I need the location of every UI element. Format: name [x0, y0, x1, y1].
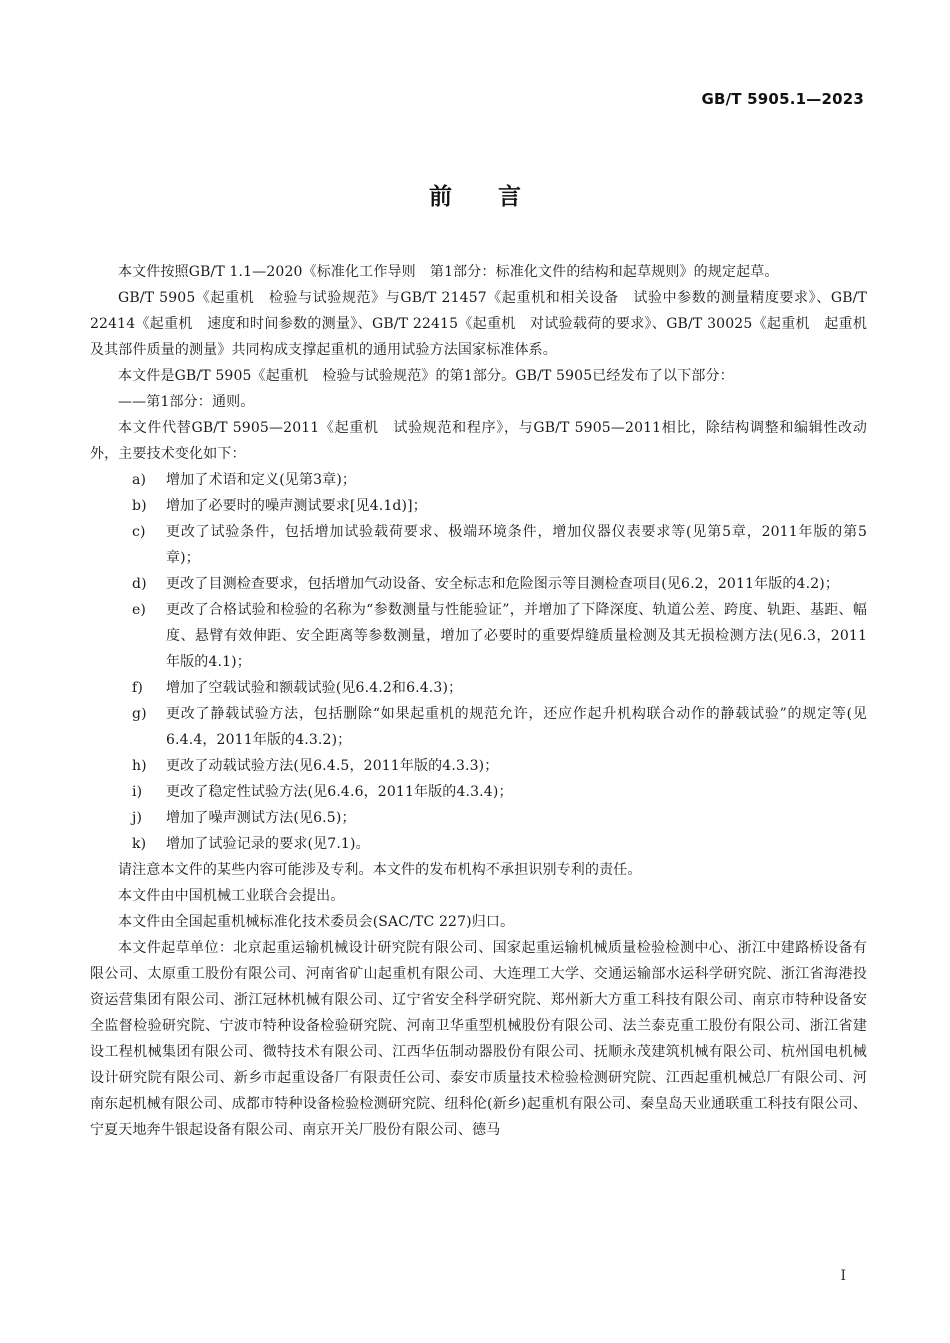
- list-marker: c): [132, 524, 146, 540]
- list-marker: k): [132, 836, 147, 852]
- list-item: [90, 467, 867, 493]
- paragraph-standard-system: GB/T 5905《起重机 检验与试验规范》与GB/T 21457《起重机和相关设备 试验中参数的测量精度要求》、GB/T 22414《起重机 速度和时间参数的测量》、GB/T 22415《起重机 对试验载荷的要求》、GB/T 30025《起重机 起重机及其部件质量的测量》共同构成支撑起重机的通用试验方法国家标准体系。: [90, 290, 867, 358]
- standard-code: GB/T 5905.1—2023: [701, 90, 864, 108]
- paragraph-committee: 本文件由全国起重机械标准化技术委员会(SAC/TC 227)归口。: [118, 914, 515, 930]
- paragraph-part-list: ——第1部分：通则。: [118, 394, 255, 410]
- list-marker: g): [132, 706, 147, 722]
- page-number: I: [840, 1268, 846, 1284]
- list-marker: b): [132, 498, 147, 514]
- list-item: [90, 753, 867, 779]
- list-text: 更改了动载试验方法(见6.4.5，2011年版的4.3.3)；: [166, 758, 499, 774]
- list-text: 增加了空载试验和额载试验(见6.4.2和6.4.3)；: [166, 680, 463, 696]
- page-title: 前言: [429, 184, 567, 210]
- list-text: 增加了必要时的噪声测试要求[见4.1d)]；: [166, 498, 427, 514]
- list-text: 更改了合格试验和检验的名称为“参数测量与性能验证”，并增加了下降深度、轨道公差、跨度、轨距、基距、幅度、悬臂有效伸距、安全距离等参数测量，增加了必要时的重要焊缝质量检测及其无损检测方法(见6.3，2011年版的4.1)；: [166, 602, 867, 670]
- list-text: 增加了噪声测试方法(见6.5)；: [166, 810, 356, 826]
- body-text: [90, 259, 867, 1143]
- list-marker: h): [132, 758, 147, 774]
- paragraph-part-info: 本文件是GB/T 5905《起重机 检验与试验规范》的第1部分。GB/T 5905已经发布了以下部分：: [118, 368, 734, 384]
- paragraph-patent-notice: 请注意本文件的某些内容可能涉及专利。本文件的发布机构不承担识别专利的责任。: [118, 862, 642, 878]
- list-text: 更改了试验条件，包括增加试验载荷要求、极端环境条件，增加仪器仪表要求等(见第5章，2011年版的第5章)；: [166, 524, 867, 566]
- paragraph-proposer: 本文件由中国机械工业联合会提出。: [118, 888, 345, 904]
- list-item: [90, 571, 867, 597]
- list-item: [90, 779, 867, 805]
- list-item: [90, 675, 867, 701]
- list-text: 更改了目测检查要求，包括增加气动设备、安全标志和危险图示等目测检查项目(见6.2，2011年版的4.2)；: [166, 576, 840, 592]
- list-marker: i): [132, 784, 143, 800]
- list-text: 增加了试验记录的要求(见7.1)。: [166, 836, 370, 852]
- list-item: [90, 493, 867, 519]
- list-marker: d): [132, 576, 147, 592]
- list-text: 更改了稳定性试验方法(见6.4.6，2011年版的4.3.4)；: [166, 784, 513, 800]
- list-marker: f): [132, 680, 143, 696]
- list-item: [90, 597, 867, 675]
- list-item: [90, 519, 867, 571]
- paragraph-drafting-units: 本文件起草单位：北京起重运输机械设计研究院有限公司、国家起重运输机械质量检验检测中心、浙江中建路桥设备有限公司、太原重工股份有限公司、河南省矿山起重机有限公司、大连理工大学、交通运输部水运科学研究院、浙江省海港投资运营集团有限公司、浙江冠林机械有限公司、辽宁省安全科学研究院、郑州新大方重工科技有限公司、南京市特种设备安全监督检验研究院、宁波市特种设备检验研究院、河南卫华重型机械股份有限公司、法兰泰克重工股份有限公司、浙江省建设工程机械集团有限公司、微特技术有限公司、江西华伍制动器股份有限公司、抚顺永茂建筑机械有限公司、杭州国电机械设计研究院有限公司、新乡市起重设备厂有限责任公司、泰安市质量技术检验检测研究院、江西起重机械总厂有限公司、河南东起机械有限公司、成都市特种设备检验检测研究院、纽科伦(新乡)起重机有限公司、秦皇岛天业通联重工科技有限公司、宁夏天地奔牛银起设备有限公司、南京开关厂股份有限公司、德马: [90, 940, 867, 1138]
- paragraph-replacement: 本文件代替GB/T 5905—2011《起重机 试验规范和程序》，与GB/T 5905—2011相比，除结构调整和编辑性改动外，主要技术变化如下：: [90, 420, 867, 462]
- list-item: [90, 701, 867, 753]
- list-item: [90, 805, 867, 831]
- list-marker: j): [132, 810, 143, 826]
- list-marker: a): [132, 472, 147, 488]
- list-text: 增加了术语和定义(见第3章)；: [166, 472, 357, 488]
- list-item: [90, 831, 867, 857]
- list-marker: e): [132, 602, 147, 618]
- paragraph-drafting-rules: 本文件按照GB/T 1.1—2020《标准化工作导则 第1部分：标准化文件的结构和起草规则》的规定起草。: [118, 264, 779, 280]
- list-text: 更改了静载试验方法，包括删除“如果起重机的规范允许，还应作起升机构联合动作的静载试验”的规定等(见6.4.4，2011年版的4.3.2)；: [166, 706, 867, 748]
